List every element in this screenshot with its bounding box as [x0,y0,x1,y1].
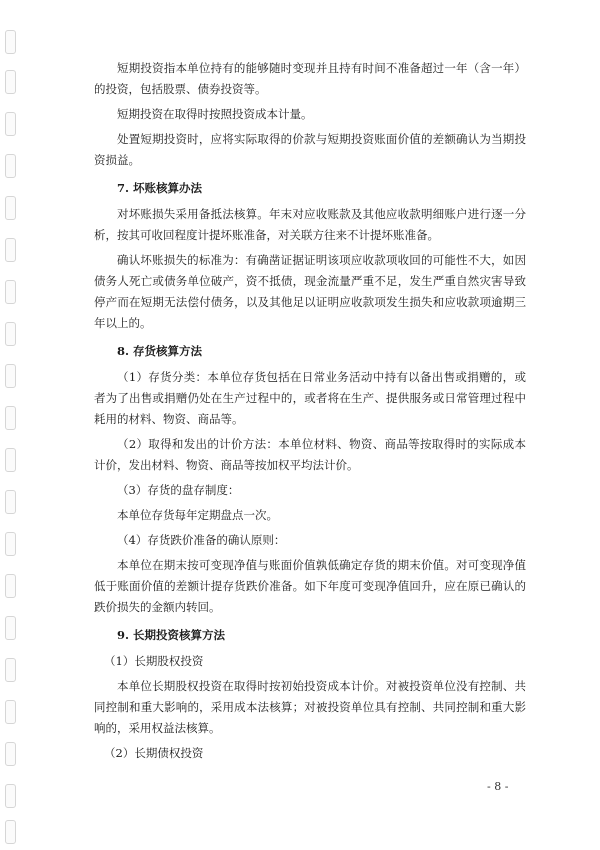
binding-hole [5,820,16,844]
inventory-impairment-text: 本单位在期末按可变现净值与账面价值孰低确定存货的期末价值。对可变现净值低于账面价值的差额计提存货跌价准备。如下年度可变现净值回升，应在原已确认的跌价损失的金额内转回。 [94,558,526,614]
inventory-pricing: （2）取得和发出的计价方法：本单位材料、物资、商品等按取得时的实际成本计价，发出材料、物资、商品等按加权平均法计价。 [94,437,526,472]
binding-hole [5,112,16,136]
section-8-heading: 8. 存货核算方法 [117,344,203,358]
binding-hole [5,532,16,556]
inventory-count-text: 本单位存货每年定期盘点一次。 [117,508,278,522]
binding-hole [5,70,16,94]
binding-hole [5,616,16,640]
bad-debt-method: 对坏账损失采用备抵法核算。年末对应收账款及其他应收款明细账户进行逐一分析，按其可收回程度计提坏账准备，对关联方往来不计提坏账准备。 [94,207,526,242]
inventory-classification: （1）存货分类：本单位存货包括在日常业务活动中持有以备出售或捐赠的，或者为了出售或捐赠仍处在生产过程中的，或者将在生产、提供服务或日常管理过程中耗用的材料、物资、商品等。 [94,370,526,426]
page-number: - 8 - [487,780,509,793]
binding-hole [5,448,16,472]
binding-hole [5,700,16,724]
binding-hole [5,280,16,304]
binding-hole [5,196,16,220]
binding-hole [5,574,16,598]
binding-hole [5,364,16,388]
binding-hole [5,658,16,682]
inventory-count-title: （3）存货的盘存制度： [117,483,240,497]
long-term-debt-title: （2）长期债权投资 [104,746,204,760]
section-7-heading: 7. 坏账核算办法 [117,181,203,195]
binding-hole [5,406,16,430]
binding-hole [5,322,16,346]
binding-hole [5,30,16,54]
binding-hole [5,238,16,262]
short-term-investment-cost: 短期投资在取得时按照投资成本计量。 [117,107,313,121]
binding-hole [5,742,16,766]
long-term-equity-title: （1）长期股权投资 [104,654,204,668]
short-term-investment-disposal: 处置短期投资时，应将实际取得的价款与短期投资账面价值的差额确认为当期投资损益。 [94,132,526,167]
bad-debt-criteria: 确认坏账损失的标准为：有确凿证据证明该项应收款项收回的可能性不大，如因债务人死亡或债务单位破产，资不抵债，现金流量严重不足，发生严重自然灾害导致停产而在短期无法偿付债务，以及其他足以证明应收款项发生损失和应收款项逾期三年以上的。 [94,253,526,330]
section-9-heading: 9. 长期投资核算方法 [117,628,226,642]
binding-hole [5,154,16,178]
short-term-investment-definition: 短期投资指本单位持有的能够随时变现并且持有时间不准备超过一年（含一年）的投资，包括股票、债券投资等。 [94,61,526,96]
long-term-equity-text: 本单位长期股权投资在取得时按初始投资成本计价。对被投资单位没有控制、共同控制和重大影响的，采用成本法核算；对被投资单位具有控制、共同控制和重大影响的，采用权益法核算。 [94,679,526,735]
inventory-impairment-title: （4）存货跌价准备的确认原则： [117,533,286,547]
binding-holes [0,0,22,850]
binding-hole [5,490,16,514]
binding-hole [5,784,16,808]
document-body [94,58,526,768]
